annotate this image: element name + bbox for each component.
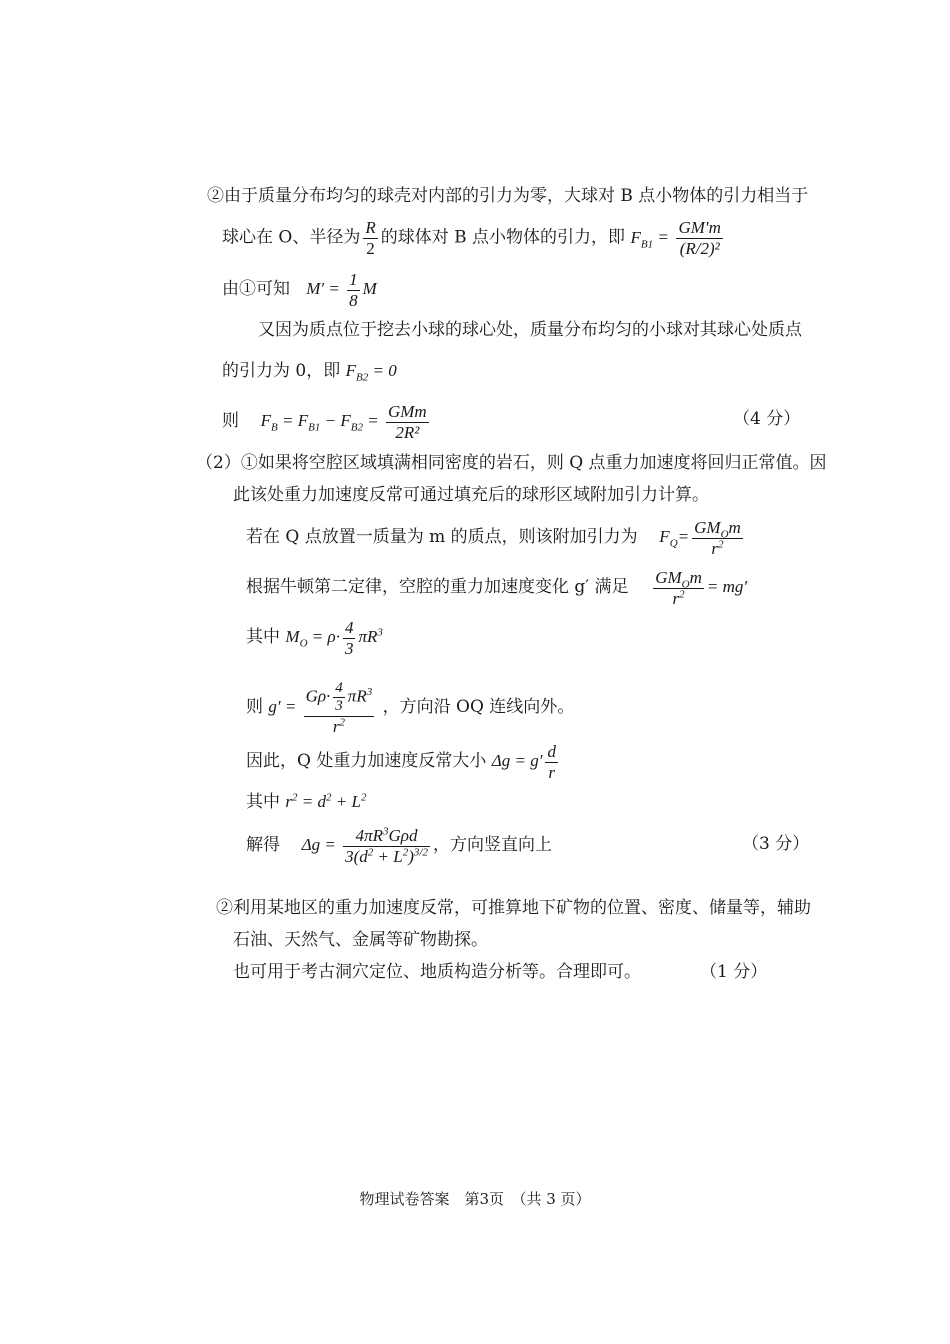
para-line-with-equation (246, 793, 366, 811)
fraction (676, 218, 722, 258)
para-line: ②利用某地区的重力加速度反常，可推算地下矿物的位置、密度、储量等，辅助 (216, 898, 811, 918)
equation: $F_B = F_{B1} - F_{B2}$ = $\frac{\text{GMm}}{\text{2R²}}$ (260, 402, 427, 442)
fraction (363, 218, 377, 258)
page-footer: 物理试卷答案 第3页 （共 3 页） (359, 1190, 591, 1208)
fraction-numerator: GM′m (678, 218, 721, 237)
equation: g′ = Gρ· $\frac{4}{3}$ $\pi R^3$ $r^2$ (268, 680, 373, 736)
para-line: 也可用于考古洞穴定位、地质构造分析等。合理即可。 (233, 962, 641, 982)
para-line-with-equation (222, 361, 397, 384)
para-line-with-fraction: 球心在 O、半径为 $\frac{R}{2}$ 的球体对 B 点小物体的引力，即 $F_{B1}$ = $\frac{GM'm}{\text{(R/2)²}}$ (222, 218, 721, 258)
text-span: 解得 (246, 834, 280, 855)
para-line-with-equation (246, 518, 746, 558)
text-span: 的引力为 0，即 (222, 361, 341, 381)
equation: $\frac{GM_Om}{r^2}$ = mg′ (655, 568, 748, 608)
text-span: ，方向沿 OQ 连线向外。 (382, 696, 575, 717)
text-span: 其中 (246, 792, 280, 812)
equation: $F_{B2} = 0$ (345, 361, 397, 384)
para-line: 石油、天然气、金属等矿物勘探。 (233, 930, 488, 950)
text-span: 由①可知 (222, 278, 290, 299)
score-label: （4 分） (733, 409, 801, 429)
text-span: 若在 Q 点放置一质量为 m 的质点，则该附加引力为 (246, 526, 638, 547)
para-line-with-equation (222, 402, 432, 442)
text-span: 则 (222, 410, 239, 431)
text-span: 根据牛顿第二定律，空腔的重力加速度变化 g′ 满足 (246, 576, 629, 597)
text-span: 则 (246, 696, 263, 717)
equation: $M_O = \rho\cdot$ $\frac{4}{3}$ $\pi R^3$ (285, 618, 383, 658)
para-line-with-equation (246, 618, 383, 658)
fraction-denominator: (R/2)² (679, 238, 720, 258)
para-line-with-equation (246, 680, 574, 736)
text-span: 球心在 O、半径为 (222, 227, 361, 248)
text-span: 其中 (246, 626, 280, 647)
equation: Δg = g′ $\frac{d}{r}$ (491, 742, 556, 782)
equation: Δg = $\frac{4\pi R^3G\rho d}{3(d^2 + L^2)^{3/2}}$ (301, 825, 428, 866)
para-line: ②由于质量分布均匀的球壳对内部的引力为零，大球对 B 点小物体的引力相当于 (207, 186, 809, 206)
para-line-with-equation (246, 742, 561, 782)
para-line-with-equation (246, 568, 747, 608)
fraction-denominator: 2R² (395, 422, 420, 442)
para-line: 此该处重力加速度反常可通过填充后的球形区域附加引力计算。 (233, 485, 709, 505)
para-line: 又因为质点位于挖去小球的球心处，质量分布均匀的小球对其球心处质点 (258, 320, 802, 340)
fraction-numerator: R (365, 218, 376, 237)
para-line-with-equation (246, 826, 552, 866)
text-span: 的球体对 B 点小物体的引力，即 (380, 227, 626, 248)
text-span: 因此，Q 处重力加速度反常大小 (246, 750, 487, 771)
score-label: （1 分） (700, 962, 768, 982)
score-label: （3 分） (742, 834, 810, 854)
text-span: ，方向竖直向上 (432, 834, 552, 855)
para-line-with-equation (222, 270, 377, 310)
equation: $r^2 = d^2 + L^2$ (285, 791, 367, 811)
fraction-denominator: 2 (366, 238, 375, 258)
para-line: （2）①如果将空腔区域填满相同密度的岩石，则 Q 点重力加速度将回归正常值。因 (196, 453, 827, 473)
equation-lhs: $F_{B1}$ (630, 227, 654, 250)
equation: M′ = $\frac{1}{8}$ M (306, 270, 377, 310)
equation: $F_Q=$ $\frac{GM_Om}{r^2}$ (659, 518, 741, 558)
fraction-numerator: GMm (387, 402, 427, 421)
